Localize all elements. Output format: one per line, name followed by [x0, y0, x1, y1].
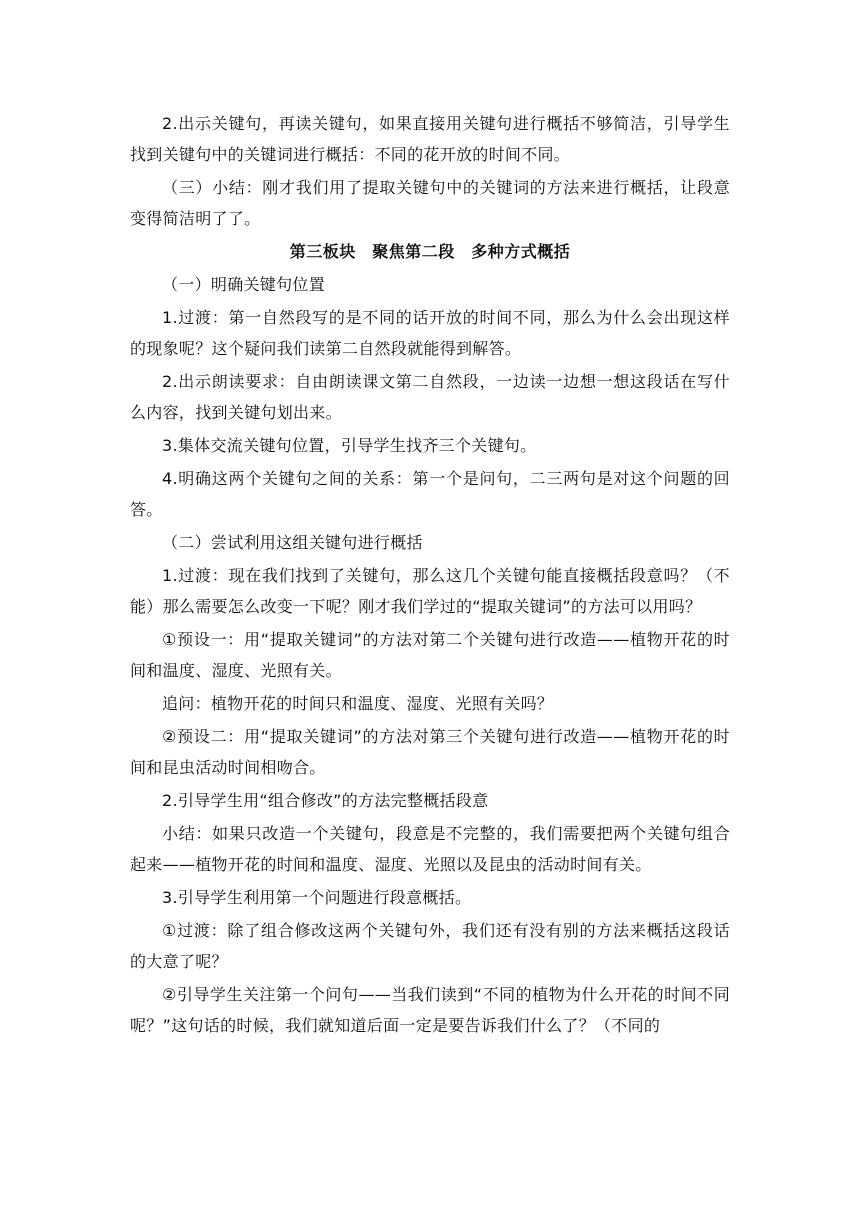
paragraph-follow-up-question: 追问：植物开花的时间只和温度、湿度、光照有关吗？	[162, 694, 554, 713]
paragraph-combine-method: 2.引导学生用“组合修改”的方法完整概括段意	[162, 791, 489, 810]
section-heading-part-3: 第三板块 聚焦第二段 多种方式概括	[289, 242, 571, 261]
paragraph-preset-2: ②预设二：用“提取关键词”的方法对第三个关键句进行改造——植物开花的时间和昆虫活动时间相吻合。	[130, 727, 730, 777]
paragraph-group-exchange: 3.集体交流关键句位置，引导学生找齐三个关键句。	[162, 436, 537, 455]
paragraph-preset-1: ①预设一：用“提取关键词”的方法对第二个关键句进行改造——植物开花的时间和温度、湿度、光照有关。	[130, 630, 730, 680]
paragraph-summary-3: （三）小结：刚才我们用了提取关键句中的关键词的方法来进行概括，让段意变得简洁明了了。	[130, 178, 730, 228]
paragraph-guide-question: ②引导学生关注第一个问句——当我们读到“不同的植物为什么开花的时间不同呢？”这句话的时候，我们就知道后面一定是要告诉我们什么了？（不同的	[130, 985, 730, 1035]
paragraph-transition-2: 1.过渡：现在我们找到了关键句，那么这几个关键句能直接概括段意吗？（不能）那么需要怎么改变一下呢？刚才我们学过的“提取关键词”的方法可以用吗？	[130, 566, 730, 616]
paragraph-transition-3: ①过渡：除了组合修改这两个关键句外，我们还有没有别的方法来概括这段话的大意了呢？	[130, 921, 730, 971]
paragraph-transition-1: 1.过渡：第一自然段写的是不同的话开放的时间不同，那么为什么会出现这样的现象呢？这个疑问我们读第二自然段就能得到解答。	[130, 308, 730, 358]
paragraph-step-3-question: 3.引导学生利用第一个问题进行段意概括。	[162, 888, 472, 907]
paragraph-subheading-1: （一）明确关键句位置	[162, 275, 326, 294]
paragraph-reading-requirement: 2.出示朗读要求：自由朗读课文第二自然段，一边读一边想一想这段话在写什么内容，找到关键句划出来。	[130, 372, 730, 422]
paragraph-subheading-2: （二）尝试利用这组关键句进行概括	[162, 533, 423, 552]
paragraph-step-2-key-sentence: 2.出示关键句，再读关键句，如果直接用关键句进行概括不够简洁，引导学生找到关键句中的关键词进行概括：不同的花开放的时间不同。	[130, 114, 730, 164]
paragraph-relationship: 4.明确这两个关键句之间的关系：第一个是问句，二三两句是对这个问题的回答。	[130, 469, 730, 519]
paragraph-summary-combined: 小结：如果只改造一个关键句，段意是不完整的，我们需要把两个关键句组合起来——植物开花的时间和温度、湿度、光照以及昆虫的活动时间有关。	[130, 824, 730, 874]
